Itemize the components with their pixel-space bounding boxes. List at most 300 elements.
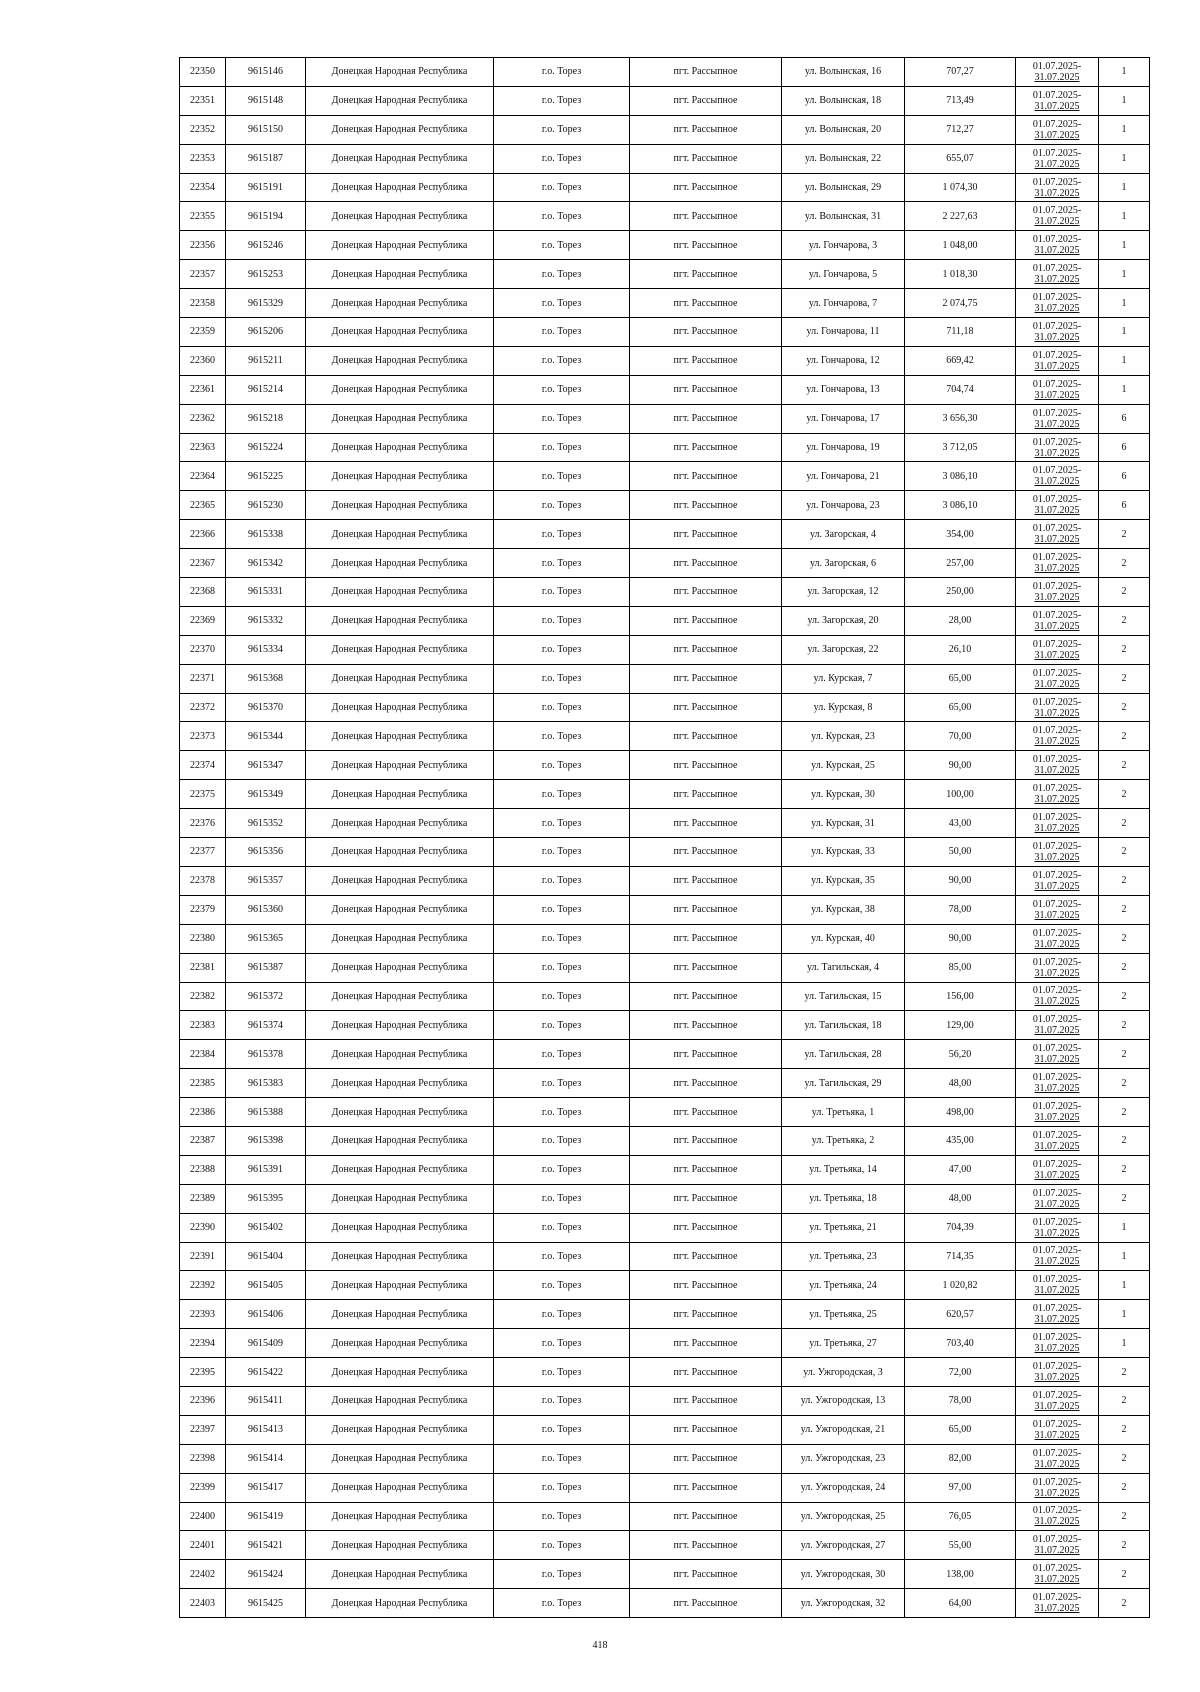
row-number-cell: 22354 [180,173,226,202]
period-start: 01.07.2025- [1032,1418,1082,1430]
cadastral-id-cell: 9615148 [226,86,306,115]
settlement-cell: пгт. Рассыпное [630,231,782,260]
row-number-cell: 22355 [180,202,226,231]
cadastral-id-cell: 9615331 [226,578,306,607]
cadastral-id-cell: 9615357 [226,866,306,895]
cadastral-id-cell: 9615368 [226,664,306,693]
table-row [180,693,1150,722]
row-number-cell: 22370 [180,635,226,664]
region-cell: Донецкая Народная Республика [306,1502,494,1531]
period-start: 01.07.2025- [1032,667,1082,679]
quantity-cell: 2 [1099,578,1150,607]
period-start: 01.07.2025- [1032,407,1082,419]
area-cell: 703,40 [905,1329,1016,1358]
region-cell: Донецкая Народная Республика [306,1415,494,1444]
region-cell: Донецкая Народная Республика [306,318,494,347]
cadastral-id-cell: 9615388 [226,1098,306,1127]
address-cell: ул. Загорская, 6 [782,549,905,578]
table-row [180,260,1150,289]
settlement-cell: пгт. Рассыпное [630,838,782,867]
period-cell [1016,433,1099,462]
quantity-cell: 2 [1099,809,1150,838]
district-cell: г.о. Торез [494,722,630,751]
address-cell: ул. Гончарова, 3 [782,231,905,260]
period-start: 01.07.2025- [1032,580,1082,592]
period-end: 31.07.2025 [1034,505,1080,517]
table-row [180,838,1150,867]
settlement-cell: пгт. Рассыпное [630,491,782,520]
period-end: 31.07.2025 [1034,1256,1080,1268]
settlement-cell: пгт. Рассыпное [630,924,782,953]
area-cell: 90,00 [905,924,1016,953]
settlement-cell: пгт. Рассыпное [630,635,782,664]
settlement-cell: пгт. Рассыпное [630,1502,782,1531]
row-number-cell: 22387 [180,1126,226,1155]
period-cell [1016,1502,1099,1531]
settlement-cell: пгт. Рассыпное [630,173,782,202]
area-cell: 100,00 [905,780,1016,809]
period-cell [1016,635,1099,664]
row-number-cell: 22400 [180,1502,226,1531]
cadastral-id-cell: 9615334 [226,635,306,664]
area-cell: 711,18 [905,318,1016,347]
area-cell: 669,42 [905,346,1016,375]
quantity-cell: 2 [1099,722,1150,751]
district-cell: г.о. Торез [494,491,630,520]
period-end: 31.07.2025 [1034,418,1080,430]
district-cell: г.о. Торез [494,86,630,115]
district-cell: г.о. Торез [494,318,630,347]
settlement-cell: пгт. Рассыпное [630,115,782,144]
period-start: 01.07.2025- [1032,1043,1082,1055]
row-number-cell: 22392 [180,1271,226,1300]
cadastral-id-cell: 9615360 [226,895,306,924]
district-cell: г.о. Торез [494,346,630,375]
settlement-cell: пгт. Рассыпное [630,578,782,607]
period-end: 31.07.2025 [1034,534,1080,546]
address-cell: ул. Ужгородская, 3 [782,1358,905,1387]
cadastral-id-cell: 9615417 [226,1473,306,1502]
period-start: 01.07.2025- [1032,1505,1082,1517]
period-end: 31.07.2025 [1034,1574,1080,1586]
district-cell: г.о. Торез [494,1271,630,1300]
row-number-cell: 22356 [180,231,226,260]
address-cell: ул. Третьяка, 2 [782,1126,905,1155]
period-end: 31.07.2025 [1034,71,1080,83]
period-end: 31.07.2025 [1034,216,1080,228]
period-end: 31.07.2025 [1034,707,1080,719]
cadastral-id-cell: 9615387 [226,953,306,982]
cadastral-id-cell: 9615347 [226,751,306,780]
period-start: 01.07.2025- [1032,523,1082,535]
region-cell: Донецкая Народная Республика [306,1155,494,1184]
table-row [180,375,1150,404]
period-end: 31.07.2025 [1034,476,1080,488]
district-cell: г.о. Торез [494,1531,630,1560]
area-cell: 28,00 [905,606,1016,635]
table-row [180,1300,1150,1329]
cadastral-id-cell: 9615230 [226,491,306,520]
district-cell: г.о. Торез [494,1098,630,1127]
period-start: 01.07.2025- [1032,840,1082,852]
period-cell [1016,1011,1099,1040]
region-cell: Донецкая Народная Республика [306,1069,494,1098]
area-cell: 2 074,75 [905,289,1016,318]
quantity-cell: 2 [1099,1155,1150,1184]
table-row [180,433,1150,462]
period-cell [1016,1184,1099,1213]
area-cell: 655,07 [905,144,1016,173]
period-cell [1016,231,1099,260]
address-cell: ул. Гончарова, 12 [782,346,905,375]
address-cell: ул. Курская, 23 [782,722,905,751]
area-cell: 78,00 [905,1386,1016,1415]
period-cell [1016,780,1099,809]
district-cell: г.о. Торез [494,1300,630,1329]
row-number-cell: 22403 [180,1589,226,1618]
row-number-cell: 22374 [180,751,226,780]
area-cell: 64,00 [905,1589,1016,1618]
table-row [180,606,1150,635]
settlement-cell: пгт. Рассыпное [630,404,782,433]
table-row [180,578,1150,607]
area-cell: 3 656,30 [905,404,1016,433]
period-end: 31.07.2025 [1034,1112,1080,1123]
address-cell: ул. Третьяка, 24 [782,1271,905,1300]
period-cell [1016,1329,1099,1358]
address-cell: ул. Тагильская, 18 [782,1011,905,1040]
period-start: 01.07.2025- [1032,465,1082,477]
address-cell: ул. Ужгородская, 27 [782,1531,905,1560]
period-end: 31.07.2025 [1034,1487,1080,1499]
period-end: 31.07.2025 [1034,1343,1080,1355]
period-end: 31.07.2025 [1034,158,1080,170]
cadastral-id-cell: 9615342 [226,549,306,578]
table-row [180,1011,1150,1040]
region-cell: Донецкая Народная Республика [306,491,494,520]
quantity-cell: 1 [1099,58,1150,87]
address-cell: ул. Третьяка, 18 [782,1184,905,1213]
table-row [180,289,1150,318]
region-cell: Донецкая Народная Республика [306,751,494,780]
row-number-cell: 22357 [180,260,226,289]
area-cell: 48,00 [905,1069,1016,1098]
address-cell: ул. Волынская, 31 [782,202,905,231]
period-start: 01.07.2025- [1032,205,1082,217]
period-start: 01.07.2025- [1032,1245,1082,1257]
region-cell: Донецкая Народная Республика [306,1300,494,1329]
address-cell: ул. Гончарова, 5 [782,260,905,289]
region-cell: Донецкая Народная Республика [306,1040,494,1069]
cadastral-id-cell: 9615424 [226,1560,306,1589]
address-cell: ул. Третьяка, 27 [782,1329,905,1358]
settlement-cell: пгт. Рассыпное [630,1098,782,1127]
period-cell [1016,1415,1099,1444]
period-start: 01.07.2025- [1032,292,1082,304]
row-number-cell: 22384 [180,1040,226,1069]
quantity-cell: 1 [1099,202,1150,231]
row-number-cell: 22352 [180,115,226,144]
settlement-cell: пгт. Рассыпное [630,780,782,809]
region-cell: Донецкая Народная Республика [306,866,494,895]
row-number-cell: 22380 [180,924,226,953]
region-cell: Донецкая Народная Республика [306,780,494,809]
quantity-cell: 1 [1099,144,1150,173]
period-cell [1016,1069,1099,1098]
address-cell: ул. Курская, 25 [782,751,905,780]
area-cell: 48,00 [905,1184,1016,1213]
quantity-cell: 6 [1099,491,1150,520]
district-cell: г.о. Торез [494,433,630,462]
district-cell: г.о. Торез [494,404,630,433]
quantity-cell: 2 [1099,520,1150,549]
district-cell: г.о. Торез [494,1184,630,1213]
row-number-cell: 22396 [180,1386,226,1415]
period-start: 01.07.2025- [1032,1476,1082,1488]
region-cell: Донецкая Народная Республика [306,346,494,375]
period-cell [1016,173,1099,202]
row-number-cell: 22397 [180,1415,226,1444]
district-cell: г.о. Торез [494,953,630,982]
settlement-cell: пгт. Рассыпное [630,606,782,635]
period-end: 31.07.2025 [1034,187,1080,199]
period-cell [1016,144,1099,173]
period-end: 31.07.2025 [1034,303,1080,315]
quantity-cell: 2 [1099,1415,1150,1444]
quantity-cell: 2 [1099,549,1150,578]
settlement-cell: пгт. Рассыпное [630,144,782,173]
district-cell: г.о. Торез [494,375,630,404]
district-cell: г.о. Торез [494,895,630,924]
period-start: 01.07.2025- [1032,956,1082,968]
area-cell: 354,00 [905,520,1016,549]
address-cell: ул. Гончарова, 11 [782,318,905,347]
district-cell: г.о. Торез [494,606,630,635]
period-start: 01.07.2025- [1032,1014,1082,1026]
period-end: 31.07.2025 [1034,1169,1080,1181]
quantity-cell: 2 [1099,1040,1150,1069]
cadastral-id-cell: 9615194 [226,202,306,231]
settlement-cell: пгт. Рассыпное [630,1069,782,1098]
quantity-cell: 1 [1099,260,1150,289]
row-number-cell: 22389 [180,1184,226,1213]
address-cell: ул. Тагильская, 15 [782,982,905,1011]
table-row [180,346,1150,375]
row-number-cell: 22363 [180,433,226,462]
region-cell: Донецкая Народная Республика [306,58,494,87]
table-row [180,1271,1150,1300]
address-cell: ул. Гончарова, 13 [782,375,905,404]
area-cell: 498,00 [905,1098,1016,1127]
settlement-cell: пгт. Рассыпное [630,549,782,578]
period-start: 01.07.2025- [1032,898,1082,910]
quantity-cell: 1 [1099,173,1150,202]
district-cell: г.о. Торез [494,549,630,578]
period-cell [1016,1040,1099,1069]
cadastral-id-cell: 9615349 [226,780,306,809]
settlement-cell: пгт. Рассыпное [630,1155,782,1184]
table-row [180,520,1150,549]
row-number-cell: 22367 [180,549,226,578]
cadastral-id-cell: 9615422 [226,1358,306,1387]
settlement-cell: пгт. Рассыпное [630,260,782,289]
period-cell [1016,1098,1099,1127]
table-row [180,202,1150,231]
period-start: 01.07.2025- [1032,436,1082,448]
period-start: 01.07.2025- [1032,869,1082,881]
address-cell: ул. Гончарова, 7 [782,289,905,318]
region-cell: Донецкая Народная Республика [306,115,494,144]
period-start: 01.07.2025- [1032,378,1082,390]
period-cell [1016,289,1099,318]
period-cell [1016,318,1099,347]
quantity-cell: 1 [1099,1242,1150,1271]
settlement-cell: пгт. Рассыпное [630,1184,782,1213]
table-row [180,1473,1150,1502]
address-cell: ул. Тагильская, 29 [782,1069,905,1098]
quantity-cell: 1 [1099,346,1150,375]
quantity-cell: 1 [1099,115,1150,144]
period-start: 01.07.2025- [1032,1303,1082,1315]
quantity-cell: 2 [1099,1560,1150,1589]
period-end: 31.07.2025 [1034,360,1080,372]
region-cell: Донецкая Народная Республика [306,433,494,462]
address-cell: ул. Волынская, 22 [782,144,905,173]
table-row [180,664,1150,693]
region-cell: Донецкая Народная Республика [306,895,494,924]
region-cell: Донецкая Народная Республика [306,1271,494,1300]
period-start: 01.07.2025- [1032,1101,1082,1112]
period-start: 01.07.2025- [1032,1216,1082,1228]
area-cell: 55,00 [905,1531,1016,1560]
period-cell [1016,346,1099,375]
region-cell: Донецкая Народная Республика [306,231,494,260]
period-start: 01.07.2025- [1032,263,1082,275]
area-cell: 1 020,82 [905,1271,1016,1300]
period-start: 01.07.2025- [1032,1158,1082,1170]
period-end: 31.07.2025 [1034,1603,1080,1615]
settlement-cell: пгт. Рассыпное [630,1011,782,1040]
row-number-cell: 22382 [180,982,226,1011]
cadastral-id-cell: 9615191 [226,173,306,202]
quantity-cell: 1 [1099,86,1150,115]
period-start: 01.07.2025- [1032,1072,1082,1084]
cadastral-id-cell: 9615413 [226,1415,306,1444]
area-cell: 65,00 [905,1415,1016,1444]
district-cell: г.о. Торез [494,1589,630,1618]
row-number-cell: 22395 [180,1358,226,1387]
row-number-cell: 22379 [180,895,226,924]
area-cell: 704,39 [905,1213,1016,1242]
area-cell: 82,00 [905,1444,1016,1473]
row-number-cell: 22350 [180,58,226,87]
row-number-cell: 22359 [180,318,226,347]
table-row [180,491,1150,520]
period-cell [1016,1473,1099,1502]
period-cell [1016,1242,1099,1271]
address-cell: ул. Курская, 38 [782,895,905,924]
area-cell: 129,00 [905,1011,1016,1040]
region-cell: Донецкая Народная Республика [306,838,494,867]
area-cell: 65,00 [905,693,1016,722]
settlement-cell: пгт. Рассыпное [630,664,782,693]
region-cell: Донецкая Народная Республика [306,549,494,578]
period-cell [1016,693,1099,722]
cadastral-id-cell: 9615211 [226,346,306,375]
cadastral-id-cell: 9615352 [226,809,306,838]
area-cell: 1 074,30 [905,173,1016,202]
address-cell: ул. Гончарова, 21 [782,462,905,491]
row-number-cell: 22393 [180,1300,226,1329]
table-row [180,404,1150,433]
period-end: 31.07.2025 [1034,909,1080,921]
table-row [180,173,1150,202]
period-end: 31.07.2025 [1034,245,1080,257]
table-row [180,1589,1150,1618]
address-cell: ул. Курская, 35 [782,866,905,895]
period-cell [1016,1531,1099,1560]
period-end: 31.07.2025 [1034,563,1080,575]
address-cell: ул. Ужгородская, 25 [782,1502,905,1531]
cadastral-id-cell: 9615391 [226,1155,306,1184]
cadastral-id-cell: 9615411 [226,1386,306,1415]
address-cell: ул. Гончарова, 23 [782,491,905,520]
table-row [180,1242,1150,1271]
period-start: 01.07.2025- [1032,783,1082,795]
row-number-cell: 22385 [180,1069,226,1098]
period-cell [1016,549,1099,578]
quantity-cell: 2 [1099,1473,1150,1502]
region-cell: Донецкая Народная Республика [306,722,494,751]
period-cell [1016,982,1099,1011]
region-cell: Донецкая Народная Республика [306,606,494,635]
cadastral-id-cell: 9615370 [226,693,306,722]
table-row [180,144,1150,173]
period-end: 31.07.2025 [1034,591,1080,603]
address-cell: ул. Третьяка, 1 [782,1098,905,1127]
region-cell: Донецкая Народная Республика [306,1242,494,1271]
district-cell: г.о. Торез [494,1011,630,1040]
row-number-cell: 22372 [180,693,226,722]
area-cell: 78,00 [905,895,1016,924]
address-cell: ул. Загорская, 20 [782,606,905,635]
settlement-cell: пгт. Рассыпное [630,953,782,982]
area-cell: 3 712,05 [905,433,1016,462]
region-cell: Донецкая Народная Республика [306,1473,494,1502]
period-end: 31.07.2025 [1034,823,1080,835]
region-cell: Донецкая Народная Республика [306,693,494,722]
period-cell [1016,462,1099,491]
settlement-cell: пгт. Рассыпное [630,375,782,404]
region-cell: Донецкая Народная Республика [306,144,494,173]
region-cell: Донецкая Народная Республика [306,375,494,404]
quantity-cell: 2 [1099,982,1150,1011]
district-cell: г.о. Торез [494,289,630,318]
district-cell: г.о. Торез [494,809,630,838]
quantity-cell: 2 [1099,953,1150,982]
district-cell: г.о. Торез [494,664,630,693]
row-number-cell: 22381 [180,953,226,982]
period-end: 31.07.2025 [1034,794,1080,806]
period-cell [1016,838,1099,867]
period-start: 01.07.2025- [1032,927,1082,939]
district-cell: г.о. Торез [494,1502,630,1531]
table-row [180,1531,1150,1560]
quantity-cell: 2 [1099,1531,1150,1560]
cadastral-id-cell: 9615409 [226,1329,306,1358]
settlement-cell: пгт. Рассыпное [630,1589,782,1618]
district-cell: г.о. Торез [494,982,630,1011]
